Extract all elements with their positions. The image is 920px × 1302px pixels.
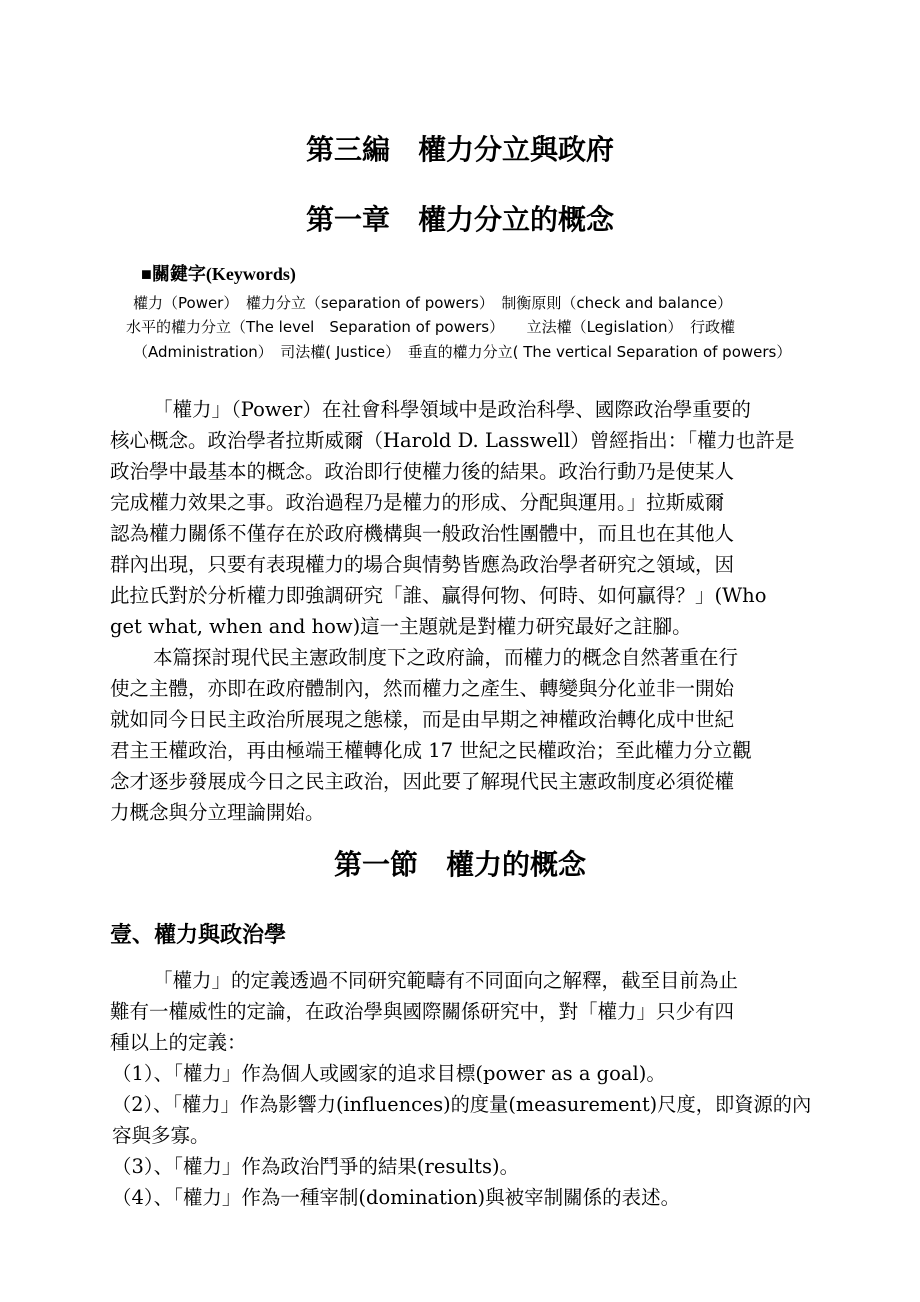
paragraph-line: 種以上的定義： [110, 1031, 247, 1054]
definition-item: （4）、「權力」作為一種宰制(domination)與被宰制關係的表述。 [112, 1186, 681, 1209]
definition-item: （1）、「權力」作為個人或國家的追求目標(power as a goal)。 [112, 1062, 666, 1085]
paragraph-line: 此拉氏對於分析權力即強調研究「誰、贏得何物、何時、如何贏得？」(Who [110, 584, 767, 607]
keywords-line: 水平的權力分立（The level Separation of powers） 立法權（Legislation） 行政權 [126, 318, 735, 336]
paragraph-line: 君主王權政治，再由極端王權轉化成 17 世紀之民權政治；至此權力分立觀 [110, 739, 752, 762]
definition-item-continuation: 容與多寡。 [112, 1124, 210, 1147]
part-title: 第三編 權力分立與政府 [305, 133, 614, 166]
paragraph-line: 群內出現，只要有表現權力的場合與情勢皆應為政治學者研究之領域，因 [110, 553, 735, 576]
paragraph-line: 核心概念。政治學者拉斯威爾（Harold D. Lasswell）曾經指出：「權力也許是 [110, 429, 795, 452]
paragraph-line: 本篇探討現代民主憲政制度下之政府論，而權力的概念自然著重在行 [153, 646, 739, 669]
paragraph-line: 念才逐步發展成今日之民主政治，因此要了解現代民主憲政制度必須從權 [110, 770, 735, 793]
paragraph-line: 力概念與分立理論開始。 [110, 801, 325, 824]
paragraph-line: get what, when and how)這一主題就是對權力研究最好之註腳。 [110, 615, 692, 638]
definition-item: （2）、「權力」作為影響力(influences)的度量(measurement)尺度，即資源的內 [112, 1093, 812, 1116]
section-title: 第一節 權力的概念 [333, 848, 586, 881]
definition-item: （3）、「權力」作為政治鬥爭的結果(results)。 [112, 1155, 520, 1178]
paragraph-line: 就如同今日民主政治所展現之態樣，而是由早期之神權政治轉化成中世紀 [110, 708, 735, 731]
paragraph-line: 政治學中最基本的概念。政治即行使權力後的結果。政治行動乃是使某人 [110, 460, 735, 483]
keywords-heading: ■關鍵字(Keywords) [141, 264, 296, 284]
paragraph-line: 難有一權威性的定論，在政治學與國際關係研究中，對「權力」只少有四 [110, 1000, 735, 1023]
paragraph-line: 認為權力關係不僅存在於政府機構與一般政治性團體中，而且也在其他人 [110, 522, 735, 545]
paragraph-line: 使之主體，亦即在政府體制內，然而權力之產生、轉變與分化並非一開始 [110, 677, 735, 700]
paragraph-line: 「權力」（Power）在社會科學領域中是政治科學、國際政治學重要的 [153, 398, 751, 421]
paragraph-line: 「權力」的定義透過不同研究範疇有不同面向之解釋，截至目前為止 [153, 969, 739, 992]
paragraph-line: 完成權力效果之事。政治過程乃是權力的形成、分配與運用。」拉斯威爾 [110, 491, 725, 514]
keywords-line: 權力（Power） 權力分立（separation of powers） 制衡原則（check and balance） [133, 294, 733, 312]
subsection-title: 壹、權力與政治學 [110, 923, 287, 948]
keywords-line: （Administration） 司法權( Justice） 垂直的權力分立( The vertical Separation of powers） [133, 343, 792, 361]
chapter-title: 第一章 權力分立的概念 [305, 203, 614, 236]
